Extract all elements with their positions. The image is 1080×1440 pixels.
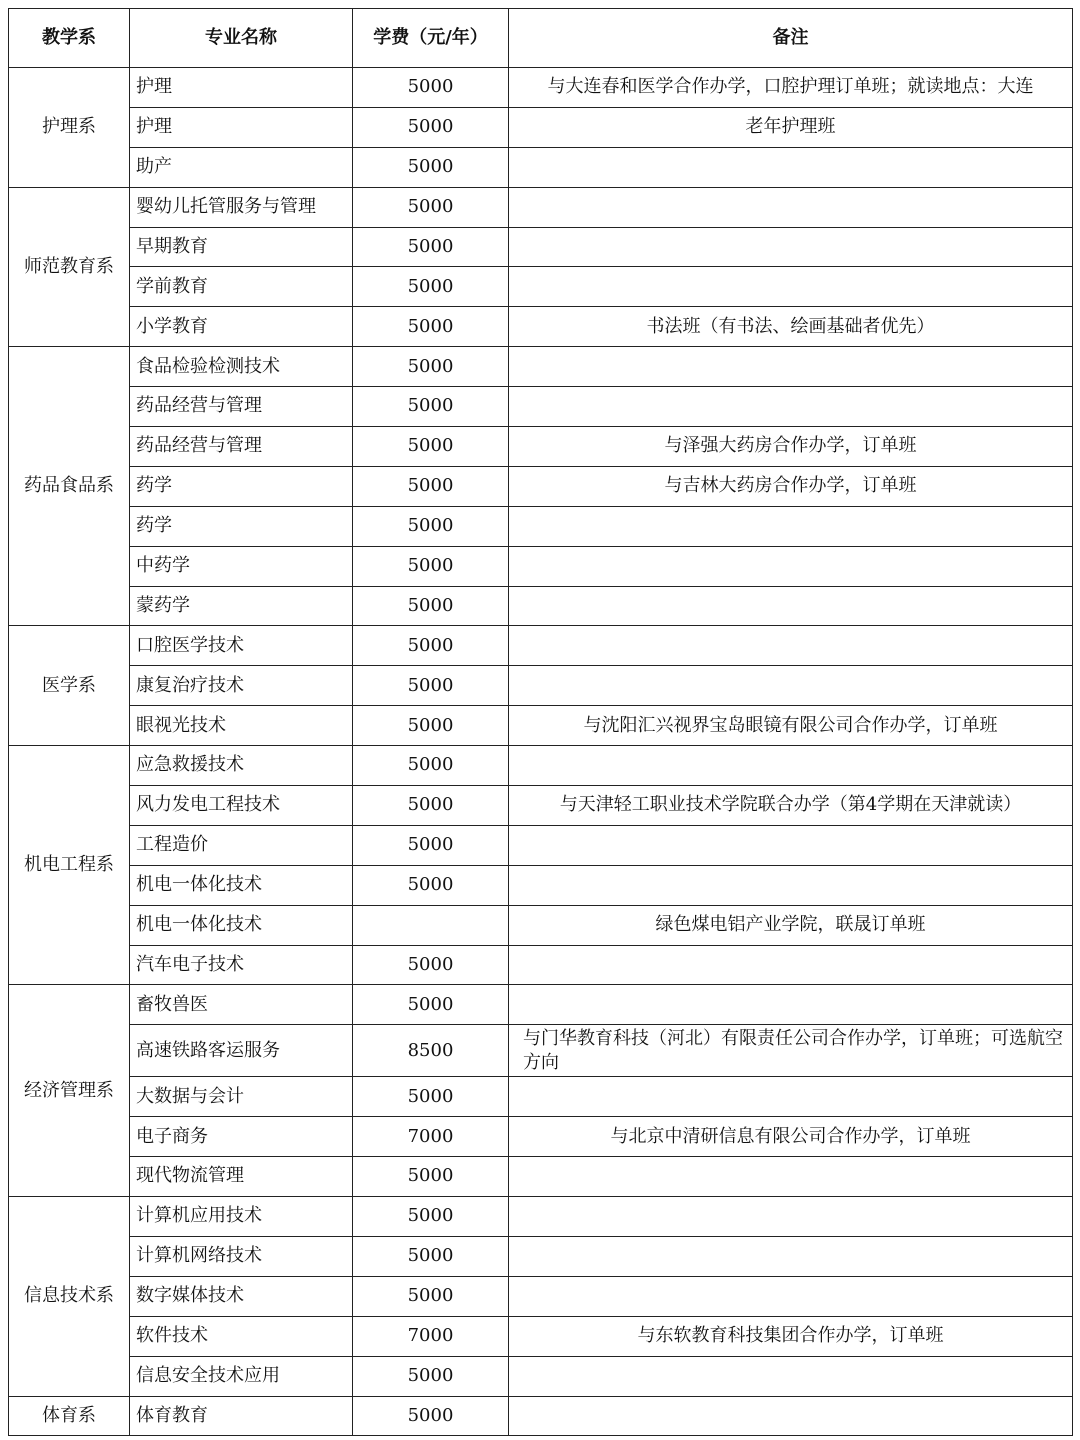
fee-cell: 5000 [353, 1276, 509, 1316]
note-cell [509, 227, 1073, 267]
major-cell: 护理 [130, 107, 353, 147]
major-cell: 口腔医学技术 [130, 626, 353, 666]
fee-cell: 5000 [353, 985, 509, 1025]
note-cell [509, 626, 1073, 666]
table-row [9, 1396, 1073, 1436]
note-cell [509, 1276, 1073, 1316]
fee-cell: 5000 [353, 586, 509, 626]
major-cell: 机电一体化技术 [130, 865, 353, 905]
header-major: 专业名称 [130, 9, 353, 68]
table-row [9, 1236, 1073, 1276]
table-row [9, 746, 1073, 786]
table-row [9, 1025, 1073, 1077]
note-cell [509, 1077, 1073, 1117]
fee-cell: 5000 [353, 147, 509, 187]
note-cell [509, 1356, 1073, 1396]
dept-cell: 经济管理系 [9, 985, 130, 1197]
major-cell: 康复治疗技术 [130, 666, 353, 706]
major-cell: 高速铁路客运服务 [130, 1025, 353, 1077]
major-cell: 药学 [130, 466, 353, 506]
header-row [9, 9, 1073, 68]
table-row [9, 1117, 1073, 1157]
fee-cell: 7000 [353, 1117, 509, 1157]
note-cell [509, 825, 1073, 865]
major-cell: 助产 [130, 147, 353, 187]
major-cell: 应急救援技术 [130, 746, 353, 786]
table-row [9, 985, 1073, 1025]
note-cell [509, 1396, 1073, 1436]
major-cell: 蒙药学 [130, 586, 353, 626]
major-cell: 机电一体化技术 [130, 905, 353, 945]
fee-cell: 5000 [353, 307, 509, 347]
fee-cell: 5000 [353, 506, 509, 546]
fee-cell: 5000 [353, 1197, 509, 1237]
note-cell [509, 586, 1073, 626]
table-row [9, 626, 1073, 666]
dept-cell: 医学系 [9, 626, 130, 746]
note-cell: 与北京中清研信息有限公司合作办学，订单班 [509, 1117, 1073, 1157]
table-row [9, 706, 1073, 746]
note-cell: 与天津轻工职业技术学院联合办学（第4学期在天津就读） [509, 786, 1073, 826]
major-cell: 婴幼儿托管服务与管理 [130, 187, 353, 227]
table-row [9, 466, 1073, 506]
major-cell: 计算机应用技术 [130, 1197, 353, 1237]
fee-cell: 5000 [353, 427, 509, 467]
fee-cell: 5000 [353, 466, 509, 506]
table-body [9, 68, 1073, 1436]
table-row [9, 347, 1073, 387]
table-row [9, 825, 1073, 865]
table-row [9, 1356, 1073, 1396]
note-cell [509, 746, 1073, 786]
fee-cell: 8500 [353, 1025, 509, 1077]
table-row [9, 945, 1073, 985]
major-cell: 信息安全技术应用 [130, 1356, 353, 1396]
major-cell: 中药学 [130, 546, 353, 586]
major-cell: 小学教育 [130, 307, 353, 347]
note-cell: 与沈阳汇兴视界宝岛眼镜有限公司合作办学，订单班 [509, 706, 1073, 746]
table-row [9, 387, 1073, 427]
header-fee: 学费（元/年） [353, 9, 509, 68]
fee-cell: 5000 [353, 187, 509, 227]
note-cell [509, 985, 1073, 1025]
fee-cell: 5000 [353, 1396, 509, 1436]
table-row [9, 666, 1073, 706]
table-row [9, 147, 1073, 187]
major-cell: 工程造价 [130, 825, 353, 865]
note-cell: 绿色煤电铝产业学院，联晟订单班 [509, 905, 1073, 945]
note-cell: 与门华教育科技（河北）有限责任公司合作办学，订单班；可选航空方向 [509, 1025, 1073, 1077]
fee-cell: 5000 [353, 1236, 509, 1276]
fee-cell: 5000 [353, 825, 509, 865]
major-cell: 计算机网络技术 [130, 1236, 353, 1276]
fee-cell: 5000 [353, 746, 509, 786]
note-cell: 与大连春和医学合作办学，口腔护理订单班；就读地点：大连 [509, 68, 1073, 108]
note-cell [509, 1157, 1073, 1197]
fee-cell: 5000 [353, 666, 509, 706]
note-cell [509, 1236, 1073, 1276]
table-row [9, 1077, 1073, 1117]
fee-cell: 5000 [353, 945, 509, 985]
table-row [9, 267, 1073, 307]
major-cell: 早期教育 [130, 227, 353, 267]
major-cell: 现代物流管理 [130, 1157, 353, 1197]
dept-cell: 体育系 [9, 1396, 130, 1436]
note-cell [509, 865, 1073, 905]
major-cell: 畜牧兽医 [130, 985, 353, 1025]
major-cell: 药品经营与管理 [130, 427, 353, 467]
major-cell: 眼视光技术 [130, 706, 353, 746]
major-cell: 汽车电子技术 [130, 945, 353, 985]
table-row [9, 68, 1073, 108]
table-row [9, 786, 1073, 826]
table-row [9, 227, 1073, 267]
major-cell: 软件技术 [130, 1316, 353, 1356]
fee-cell: 5000 [353, 227, 509, 267]
dept-cell: 信息技术系 [9, 1197, 130, 1396]
note-cell [509, 187, 1073, 227]
tuition-table [8, 8, 1073, 1436]
fee-cell: 5000 [353, 626, 509, 666]
header-dept: 教学系 [9, 9, 130, 68]
note-cell [509, 546, 1073, 586]
dept-cell: 药品食品系 [9, 347, 130, 626]
table-row [9, 427, 1073, 467]
dept-cell: 师范教育系 [9, 187, 130, 347]
fee-cell: 5000 [353, 107, 509, 147]
note-cell [509, 147, 1073, 187]
header-note: 备注 [509, 9, 1073, 68]
major-cell: 护理 [130, 68, 353, 108]
fee-cell: 5000 [353, 1077, 509, 1117]
fee-cell: 5000 [353, 1157, 509, 1197]
table-row [9, 187, 1073, 227]
table-row [9, 506, 1073, 546]
note-cell [509, 347, 1073, 387]
fee-cell: 5000 [353, 786, 509, 826]
note-cell [509, 945, 1073, 985]
note-cell [509, 387, 1073, 427]
note-cell: 与吉林大药房合作办学，订单班 [509, 466, 1073, 506]
major-cell: 学前教育 [130, 267, 353, 307]
note-cell: 与东软教育科技集团合作办学，订单班 [509, 1316, 1073, 1356]
note-cell [509, 1197, 1073, 1237]
major-cell: 电子商务 [130, 1117, 353, 1157]
fee-cell: 5000 [353, 68, 509, 108]
major-cell: 药学 [130, 506, 353, 546]
major-cell: 食品检验检测技术 [130, 347, 353, 387]
major-cell: 药品经营与管理 [130, 387, 353, 427]
fee-cell: 5000 [353, 865, 509, 905]
table-row [9, 1276, 1073, 1316]
fee-cell: 5000 [353, 706, 509, 746]
note-cell: 与泽强大药房合作办学，订单班 [509, 427, 1073, 467]
table-row [9, 865, 1073, 905]
note-cell [509, 267, 1073, 307]
table-row [9, 546, 1073, 586]
fee-cell: 5000 [353, 267, 509, 307]
table-row [9, 107, 1073, 147]
fee-cell: 5000 [353, 546, 509, 586]
fee-cell: 5000 [353, 347, 509, 387]
fee-cell [353, 905, 509, 945]
major-cell: 数字媒体技术 [130, 1276, 353, 1316]
dept-cell: 机电工程系 [9, 746, 130, 985]
table-row [9, 586, 1073, 626]
note-cell [509, 506, 1073, 546]
major-cell: 体育教育 [130, 1396, 353, 1436]
dept-cell: 护理系 [9, 68, 130, 188]
fee-cell: 7000 [353, 1316, 509, 1356]
table-row [9, 307, 1073, 347]
note-cell: 老年护理班 [509, 107, 1073, 147]
table-row [9, 1316, 1073, 1356]
major-cell: 大数据与会计 [130, 1077, 353, 1117]
major-cell: 风力发电工程技术 [130, 786, 353, 826]
note-cell [509, 666, 1073, 706]
note-cell: 书法班（有书法、绘画基础者优先） [509, 307, 1073, 347]
fee-cell: 5000 [353, 1356, 509, 1396]
table-row [9, 905, 1073, 945]
fee-cell: 5000 [353, 387, 509, 427]
table-row [9, 1157, 1073, 1197]
table-row [9, 1197, 1073, 1237]
